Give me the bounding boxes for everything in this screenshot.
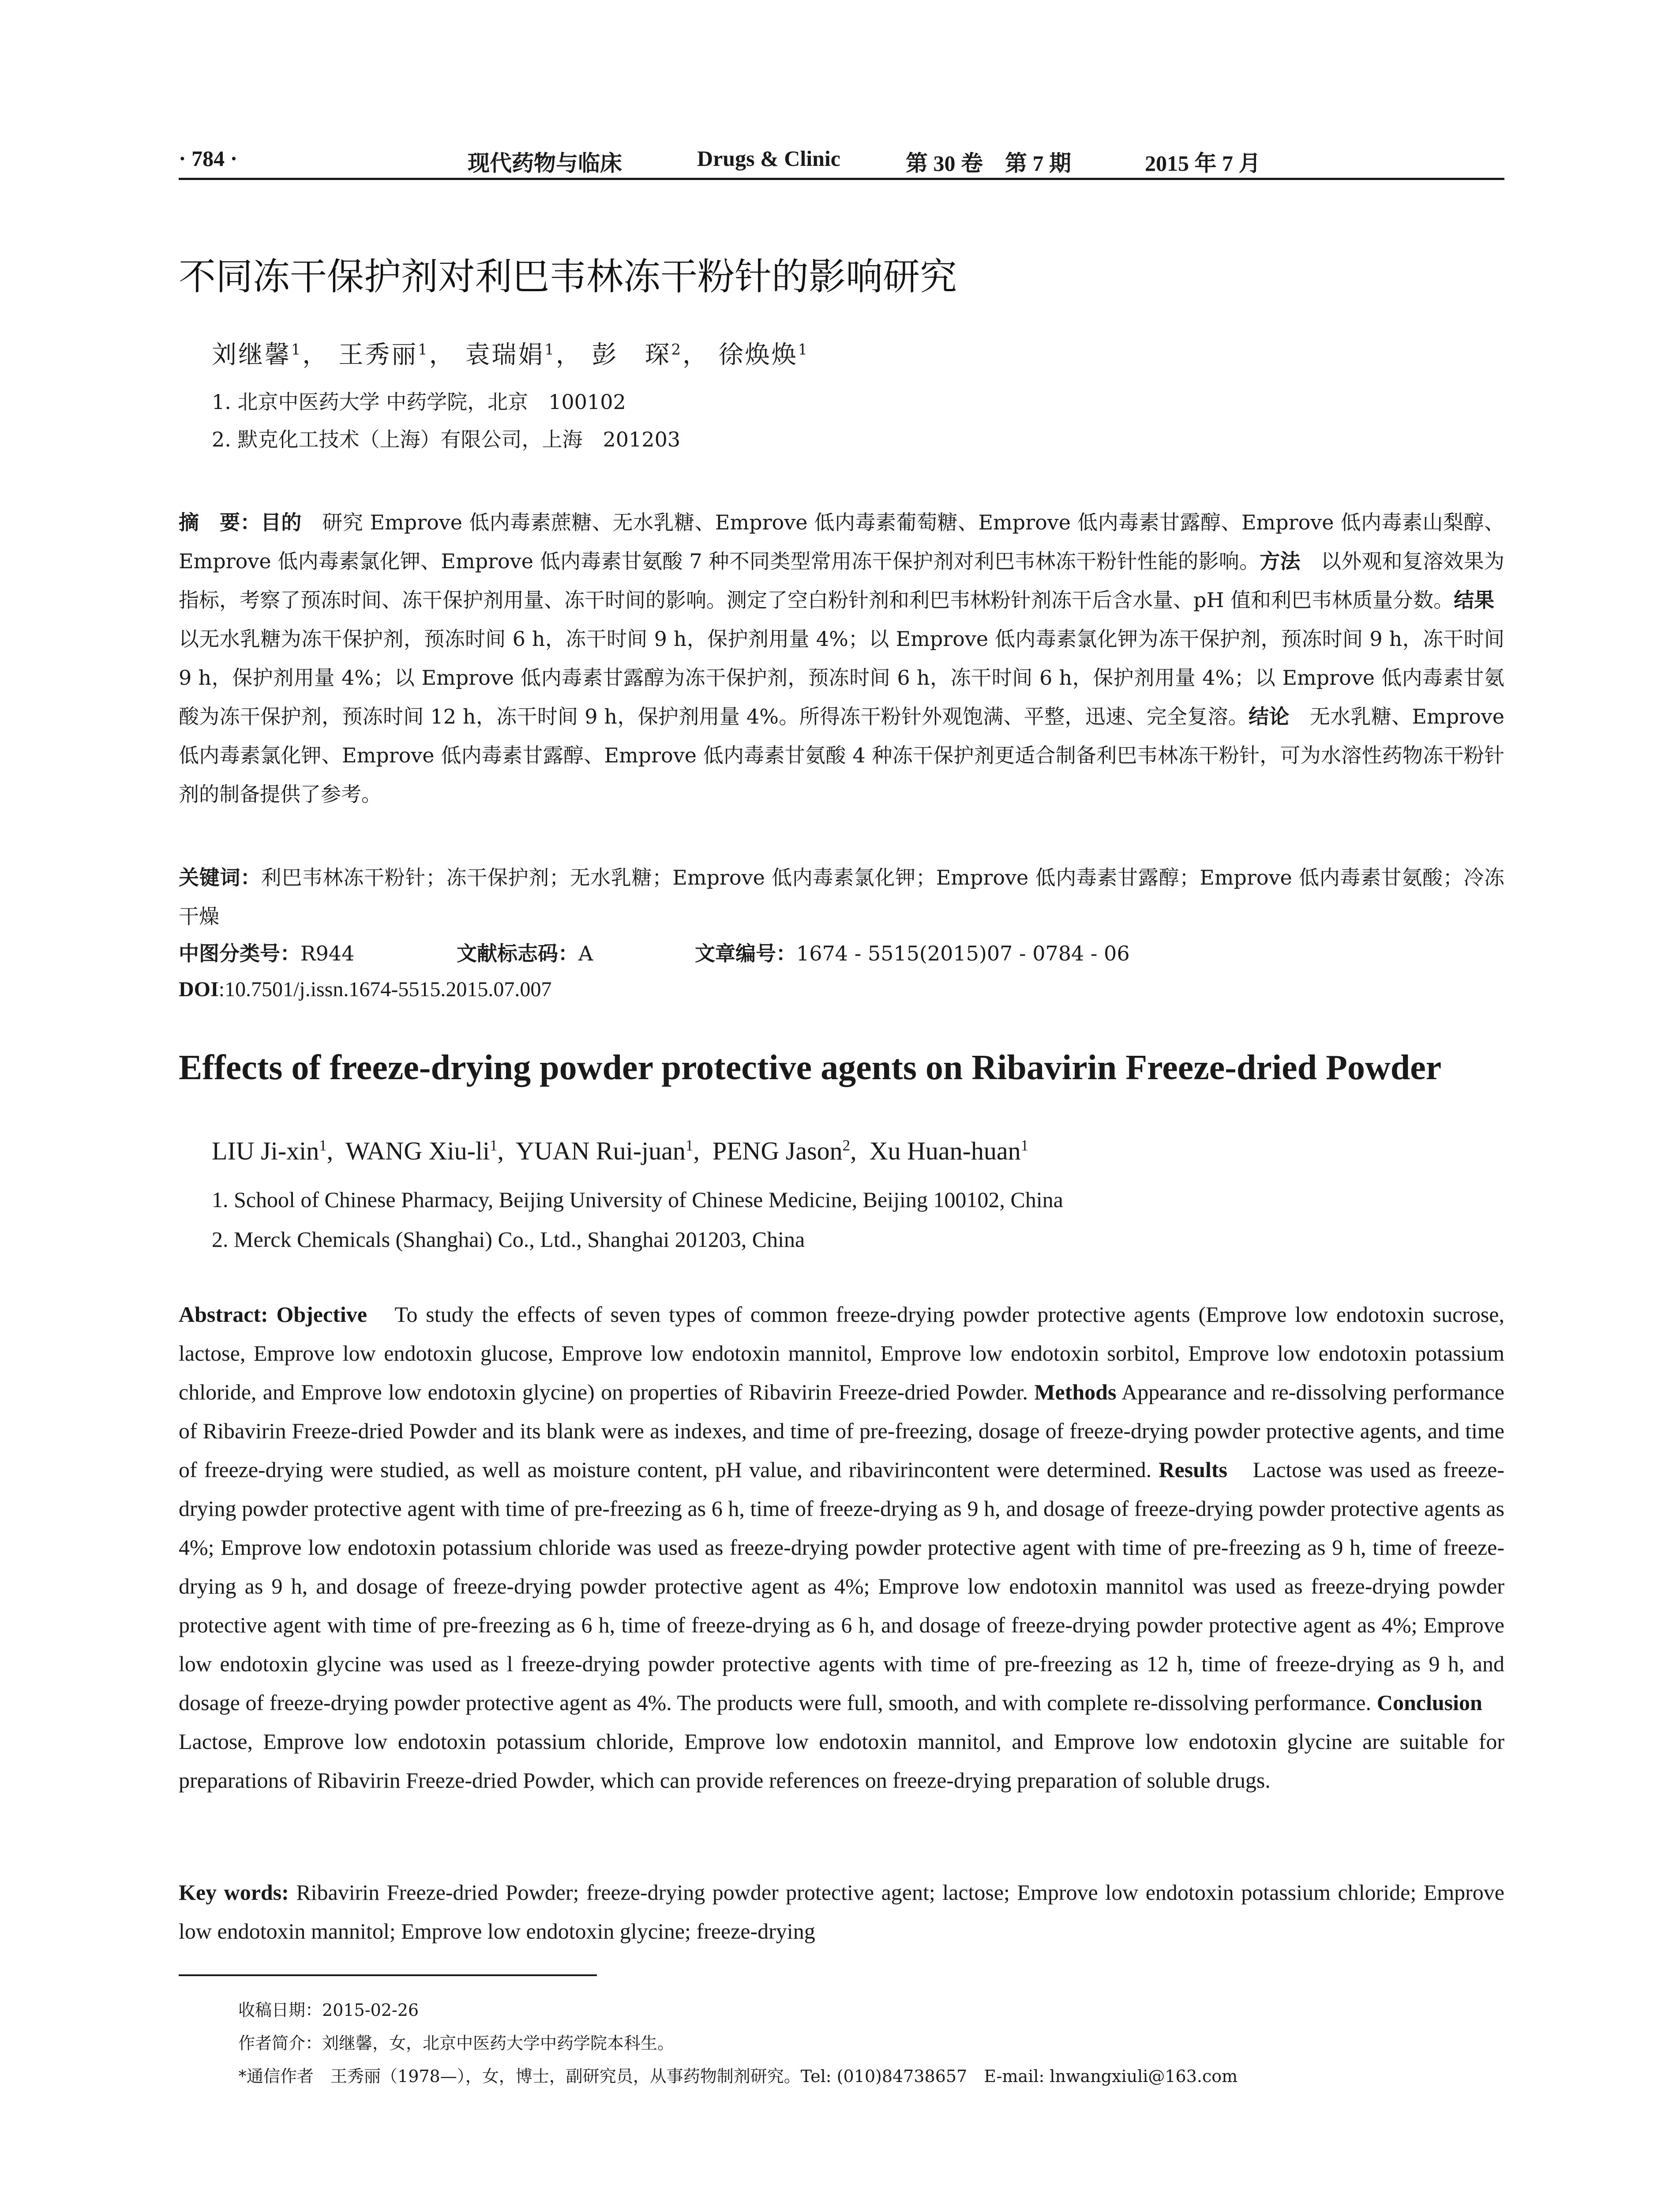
author-list-cn: 刘继馨$^1$， 王秀丽$^1$， 袁瑞娟$^1$， 彭 琛$^2$， 徐焕焕$^1$: [212, 341, 810, 369]
footnote-rule: [179, 1974, 597, 1976]
results-label: Results: [1159, 1457, 1227, 1482]
author-name: YUAN Rui-juan: [515, 1137, 686, 1165]
volume-issue: 第 30 卷 第 7 期: [906, 151, 1071, 176]
article-title-en: Effects of freeze-drying powder protective agents on Ribavirin Freeze-dried Powder: [179, 1048, 1442, 1087]
journal-name-en: Drugs & Clinic: [697, 146, 840, 171]
article-title-cn: 不同冻干保护剂对利巴韦林冻干粉针的影响研究: [179, 255, 957, 298]
author-name: 刘继馨: [212, 341, 291, 369]
author-name: Xu Huan-huan: [869, 1137, 1021, 1165]
footnote-author: [238, 2030, 674, 2054]
author-affiliation-mark: 1: [418, 341, 429, 358]
journal-name-cn: 现代药物与临床: [468, 151, 622, 176]
methods-text: Appearance and re-dissolving performance of Ribavirin Freeze-dried Powder and its blank were as indexes, and time of pre-freezing, dosage of freeze-drying powder protective agents, and time of freeze-drying were studied, as well as moisture content, pH value, and ribavirincontent were determined.: [179, 1380, 1504, 1482]
clc-label: 中图分类号：: [179, 942, 300, 965]
author-affiliation-mark: 1: [490, 1137, 498, 1154]
author-affiliation-mark: 2: [671, 341, 682, 358]
author-name: PENG Jason: [712, 1137, 843, 1165]
author-name: LIU Ji-xin: [212, 1137, 319, 1165]
author-bio: 刘继馨，女，北京中医药大学中药学院本科生。: [322, 2033, 675, 2053]
affiliation-cn-1: 1. 北京中医药大学 中药学院，北京 100102: [212, 390, 626, 414]
classification-row: [179, 938, 1504, 973]
author-affiliation-mark: 2: [842, 1137, 851, 1154]
methods-label: Methods: [1034, 1380, 1117, 1404]
author-name: 袁瑞娟: [465, 341, 545, 369]
doc-code-value: A: [578, 942, 593, 965]
corresponding-label: *通信作者: [238, 2067, 314, 2086]
doc-code-label: 文献标志码：: [457, 942, 578, 965]
author-bio-label: 作者简介：: [238, 2033, 322, 2053]
results-label: 结果: [1454, 588, 1495, 612]
author-name: 王秀丽: [338, 341, 418, 369]
doi-line: [179, 977, 551, 1002]
corresponding-info: 王秀丽（1978—），女，博士，副研究员，从事药物制剂研究。Tel: (010)84738657 E-mail: lnwangxiuli@163.com: [314, 2067, 1238, 2086]
author-name: WANG Xiu-li: [345, 1137, 490, 1165]
footnote-corresponding: [238, 2063, 1238, 2087]
page-number: · 784 ·: [179, 146, 238, 171]
author-affiliation-mark: 1: [319, 1137, 327, 1154]
affiliation-en-1: 1. School of Chinese Pharmacy, Beijing University of Chinese Medicine, Beijing 100102, China: [212, 1187, 1063, 1212]
author-affiliation-mark: 1: [798, 341, 810, 358]
article-no-value: 1674 - 5515(2015)07 - 0784 - 06: [796, 942, 1130, 965]
author-name: 徐焕焕: [718, 341, 798, 369]
clc-value: R944: [300, 942, 355, 965]
results-text: 以无水乳糖为冻干保护剂，预冻时间 6 h，冻干时间 9 h，保护剂用量 4%；以 Emprove 低内毒素氯化钾为冻干保护剂，预冻时间 9 h，冻干时间 9 h，保护剂用量 4%；以 Emprove 低内毒素甘露醇为冻干保护剂，预冻时间 6 h，冻干时间 6 h，保护剂用量 4%；以 Emprove 低内毒素甘氨酸为冻干保护剂，预冻时间 12 h，冻干时间 9 h，保护剂用量 4%。所得冻干粉针外观饱满、平整，迅速、完全复溶。: [179, 588, 1515, 728]
author-list-en: LIU Ji-xin$^1$, WANG Xiu-$li^1$, YUAN Rui-juan$^1$, PENG Jason$^2$, Xu Huan-huan$^1$: [212, 1137, 1029, 1165]
objective-text: 研究 Emprove 低内毒素蔗糖、无水乳糖、Emprove 低内毒素葡萄糖、Emprove 低内毒素甘露醇、Emprove 低内毒素山梨醇、Emprove 低内毒素氯化钾、Emprove 低内毒素甘氨酸 7 种不同类型常用冻干保护剂对利巴韦林冻干粉针性能的影响。: [179, 510, 1504, 573]
abstract-en: [179, 1295, 1504, 1800]
article-no-field: [695, 938, 1130, 967]
header-rule: [179, 178, 1504, 180]
keywords-label: 关键词：: [179, 866, 261, 889]
conclusion-text: Lactose, Emprove low endotoxin potassium chloride, Emprove low endotoxin mannitol, and Emprove low endotoxin glycine are suitable for preparations of Ribavirin Freeze-dried Powder, which can provide references on freeze-drying preparation of soluble drugs.: [179, 1690, 1505, 1793]
received-label: 收稿日期：: [238, 2000, 322, 2020]
author-affiliation-mark: 1: [1020, 1137, 1029, 1154]
conclusion-text: 无水乳糖、Emprove 低内毒素氯化钾、Emprove 低内毒素甘露醇、Emprove 低内毒素甘氨酸 4 种冻干保护剂更适合制备利巴韦林冻干粉针，可为水溶性药物冻干粉针剂的制备提供了参考。: [179, 705, 1504, 806]
conclusion-label: 结论: [1249, 705, 1290, 728]
footnote-received: [238, 1996, 419, 2021]
affiliation-cn-2: 2. 默克化工技术（上海）有限公司，上海 201203: [212, 428, 681, 451]
author-affiliation-mark: 1: [544, 341, 556, 358]
author-affiliation-mark: 1: [291, 341, 303, 358]
keywords-en: [179, 1873, 1504, 1951]
doi-label: DOI: [179, 978, 219, 1001]
author-affiliation-mark: 1: [685, 1137, 694, 1154]
methods-text: 以外观和复溶效果为指标，考察了预冻时间、冻干保护剂用量、冻干时间的影响。测定了空白粉针剂和利巴韦林粉针剂冻干后含水量、pH 值和利巴韦林质量分数。: [179, 549, 1505, 612]
affiliation-en-2: 2. Merck Chemicals (Shanghai) Co., Ltd., Shanghai 201203, China: [212, 1227, 805, 1252]
abstract-label: 摘 要：: [179, 510, 261, 534]
issue-date: 2015 年 7 月: [1145, 151, 1261, 176]
keywords-cn: [179, 858, 1504, 936]
author-name: 彭 琛: [592, 341, 671, 369]
objective-text: To study the effects of seven types of common freeze-drying powder protective agents (Emprove low endotoxin sucrose, lactose, Emprove low endotoxin glucose, Emprove low endotoxin mannitol, Emprove low endotoxin sorbitol, Emprove low endotoxin potassium chloride, and Emprove low endotoxin glycine) on properties of Ribavirin Freeze-dried Powder.: [179, 1302, 1504, 1404]
objective-label: 目的: [260, 510, 302, 534]
results-text: Lactose was used as freeze-drying powder protective agent with time of pre-freezing as 6 h, time of freeze-drying as 9 h, and dosage of freeze-drying powder protective agents as 4%; Emprove low endotoxin potassium chloride was used as freeze-drying powder protective agent with time of pre-freezing as 9 h, time of freeze-drying as 9 h, and dosage of freeze-drying powder protective agent as 4%; Emprove low endotoxin mannitol was used as freeze-drying powder protective agent with time of pre-freezing as 6 h, time of freeze-drying as 6 h, and dosage of freeze-drying powder protective agent as 4%; Emprove low endotoxin glycine was used as l freeze-drying powder protective agents with time of pre-freezing as 12 h, time of freeze-drying as 9 h, and dosage of freeze-drying powder protective agent as 4%. The products were full, smooth, and with complete re-dissolving performance.: [179, 1457, 1505, 1715]
keywords-text: 利巴韦林冻干粉针；冻干保护剂；无水乳糖；Emprove 低内毒素氯化钾；Emprove 低内毒素甘露醇；Emprove 低内毒素甘氨酸；冷冻干燥: [179, 866, 1504, 928]
received-date: 2015-02-26: [322, 2000, 419, 2020]
doc-code-field: [457, 938, 593, 967]
keywords-text: Ribavirin Freeze-dried Powder; freeze-drying powder protective agent; lactose; Emprove low endotoxin potassium chloride; Emprove low endotoxin mannitol; Emprove low endotoxin glycine; freeze-drying: [179, 1880, 1504, 1943]
article-no-label: 文章编号：: [695, 942, 796, 965]
keywords-label: Key words:: [179, 1880, 289, 1905]
doi-link[interactable]: :10.7501/j.issn.1674-5515.2015.07.007: [218, 978, 552, 1001]
abstract-objective-label: Abstract: Objective: [179, 1302, 367, 1327]
running-header: [179, 140, 1504, 180]
conclusion-label: Conclusion: [1376, 1690, 1482, 1715]
methods-label: 方法: [1260, 549, 1301, 573]
abstract-cn: [179, 503, 1515, 814]
clc-field: [179, 938, 354, 967]
